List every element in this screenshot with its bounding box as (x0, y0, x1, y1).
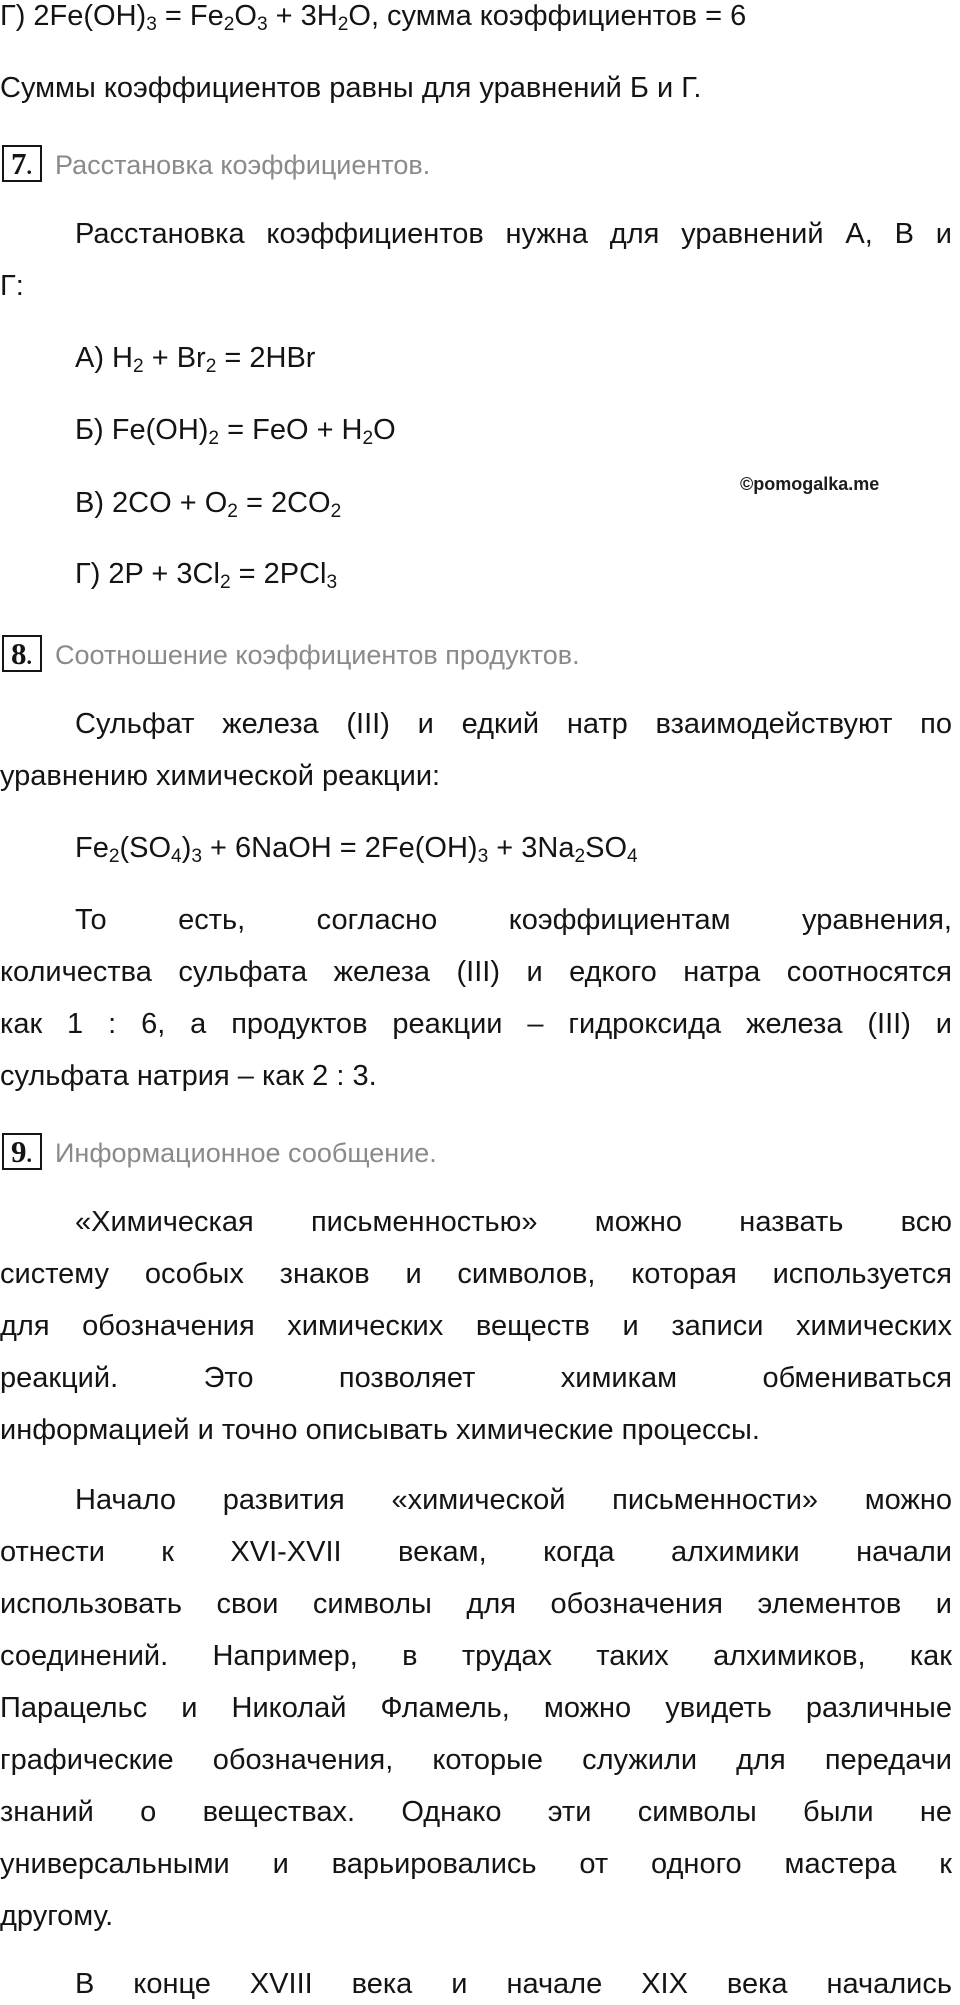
task-number: 7 (11, 146, 27, 181)
watermark: ©pomogalka.me (740, 474, 880, 494)
paragraph-line: графические обозначения, которые служили для передачи (0, 1744, 952, 1776)
paragraph-line: информацией и точно описывать химические процессы. (0, 1414, 760, 1446)
paragraph-line: В конце XVIII века и начале XIX века начались (75, 1968, 952, 2000)
paragraph-line: использовать свои символы для обозначения элементов и (0, 1588, 952, 1620)
equation-g: Г) $2P + 3Cl_2 = 2PCl_3$ (75, 558, 338, 593)
task-heading: Соотношение коэффициентов продуктов. (55, 640, 580, 670)
equation-b: Б) $Fe(OH)_2$ = FeO + $H_2O$ (75, 414, 396, 449)
conclusion-text: Суммы коэффициентов равны для уравнений Б и Г. (0, 72, 702, 104)
paragraph-line: универсальными и варьировались от одного мастера к (0, 1848, 952, 1880)
paragraph-line: как 1 : 6, а продуктов реакции – гидроксида железа (III) и (0, 1008, 952, 1040)
paragraph-line: знаний о веществах. Однако эти символы были не (0, 1796, 952, 1828)
paragraph-line: Расстановка коэффициентов нужна для уравнений А, В и (75, 218, 952, 250)
paragraph-line: отнести к XVI-XVII векам, когда алхимики начали (0, 1536, 952, 1568)
equation-label: Б) (75, 414, 104, 446)
equation-v: В) $2CO + O_2 = 2CO_2$ (75, 487, 342, 522)
paragraph-line: систему особых знаков и символов, которая используется (0, 1258, 952, 1290)
paragraph-line: количества сульфата железа (III) и едкого натра соотносятся (0, 956, 952, 988)
equation-label: В) (75, 487, 104, 519)
task-heading: Информационное сообщение. (55, 1138, 437, 1168)
paragraph-line: Г: (0, 270, 24, 302)
task-number-box: 9. (2, 1133, 42, 1170)
task-number: 8 (11, 636, 27, 671)
paragraph-line: То есть, согласно коэффициентам уравнения, (75, 904, 952, 936)
paragraph-line: уравнению химической реакции: (0, 760, 441, 792)
paragraph-line: Начало развития «химической письменности» можно (75, 1484, 952, 1516)
equation-label: А) (75, 342, 104, 374)
paragraph-line: Парацельс и Николай Фламель, можно увидеть различные (0, 1692, 952, 1724)
equation-label: Г) (0, 0, 26, 32)
paragraph-line: другому. (0, 1900, 114, 1932)
paragraph-line: соединений. Например, в трудах таких алхимиков, как (0, 1640, 952, 1672)
reaction-equation: $Fe_2(SO_4)_3$ + 6NaOH = $2Fe(OH)_3 + 3Na_2SO_4$ (75, 832, 638, 867)
coefficient-sum-text: , сумма коэффициентов = 6 (370, 0, 747, 32)
paragraph-line: реакций. Это позволяет химикам обмениваться (0, 1362, 952, 1394)
paragraph-line: сульфата натрия – как 2 : 3. (0, 1060, 377, 1092)
task-number-box: 8. (2, 635, 42, 672)
equation-g-line: Г) $2Fe(OH)_3 = Fe_2O_3 + 3H_2O$, сумма коэффициентов = 6 (0, 0, 747, 35)
task-number-box: 7. (2, 145, 42, 182)
paragraph-line: «Химическая письменностью» можно назвать всю (75, 1206, 952, 1238)
task-number: 9 (11, 1134, 27, 1169)
equation-a: А) $H_2 + Br_2 = 2HBr$ (75, 342, 316, 377)
paragraph-line: Сульфат железа (III) и едкий натр взаимодействуют по (75, 708, 952, 740)
equation-label: Г) (75, 558, 101, 590)
paragraph-line: для обозначения химических веществ и записи химических (0, 1310, 952, 1342)
task-heading: Расстановка коэффициентов. (55, 150, 431, 180)
